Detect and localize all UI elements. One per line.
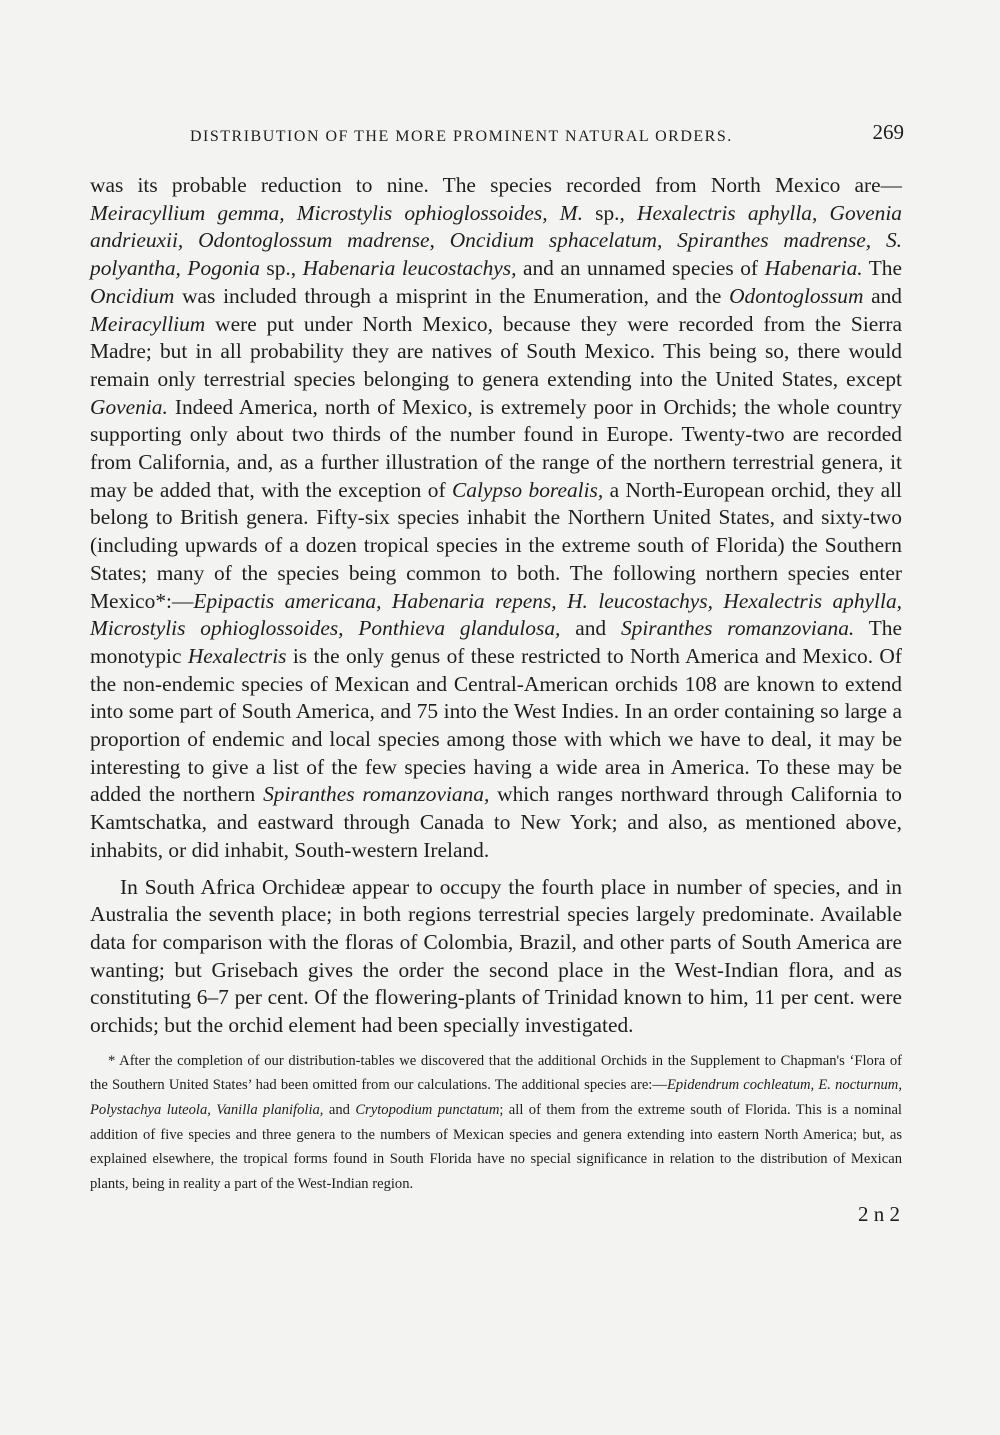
text-run: and an unnamed species of bbox=[516, 256, 765, 281]
text-run: The bbox=[862, 256, 902, 281]
paragraph-1 bbox=[90, 172, 902, 865]
running-title: DISTRIBUTION OF THE MORE PROMINENT NATURAL ORDERS. bbox=[190, 128, 733, 145]
text-run: is the only genus of these restricted to North America and Mexico. Of the non-endemic species of Mexican and Central-American orchids 108 are known to extend into some part of South America, and 75 into the West Indies. In an order containing so large a proportion of endemic and local species among those with which we have to deal, it may be interesting to give a list of the few species having a wide area in America. To these may be added the northern bbox=[90, 643, 902, 807]
italic-run: Meiracyllium bbox=[90, 311, 206, 336]
italic-run: Oncidium bbox=[90, 283, 175, 308]
text-run: was included through a misprint in the Enumeration, and the bbox=[174, 283, 730, 308]
italic-run: Habenaria. bbox=[764, 256, 863, 281]
text-run: was its probable reduction to nine. The species recorded from North Mexico are— bbox=[90, 173, 902, 197]
text-run: and bbox=[323, 1101, 356, 1118]
text-run: sp., bbox=[582, 200, 638, 225]
italic-run: Spiranthes romanzoviana, bbox=[263, 782, 490, 807]
text-run: were put under North Mexico, because they were recorded from the Sierra Madre; but in all probability they are natives of South Mexico. This being so, there would remain only terrestrial species belonging to genera extending into the United States, except bbox=[90, 311, 902, 391]
italic-run: Crytopodium punctatum bbox=[355, 1101, 500, 1118]
italic-run: Meiracyllium gemma, Microstylis ophioglossoides, M. bbox=[90, 200, 583, 225]
italic-run: Odontoglossum bbox=[729, 283, 864, 308]
signature-mark: 2 n 2 bbox=[858, 1202, 900, 1227]
italic-run: Spiranthes romanzoviana. bbox=[620, 616, 855, 641]
book-page bbox=[90, 118, 902, 1227]
text-run: which ranges northward through California to Kamtschatka, and eastward through Canada to New York; and also, as mentioned above, inhabits, or did inhabit, South-western Ireland. bbox=[90, 782, 903, 862]
italic-run: Calypso borealis, bbox=[452, 477, 604, 502]
footnote bbox=[90, 1049, 902, 1197]
italic-run: Epidendrum cochleatum, E. nocturnum, Polystachya luteola, Vanilla planifolia, bbox=[90, 1077, 902, 1118]
text-run: a North-European orchid, they all belong to British genera. Fifty-six species inhabit the Northern United States, and sixty-two (including upwards of a dozen tropical species in the extreme south of Florida) the Southern States; many of the species being common to both. The following northern species enter Mexico*:— bbox=[90, 477, 902, 613]
italic-run: Epipactis americana, Habenaria repens, H. leucostachys, Hexalectris aphylla, Microstylis ophioglossoides, Ponthieva glandulosa, bbox=[90, 588, 902, 641]
text-run: * After the completion of our distribution-tables we discovered that the additional Orchids in the Supplement to Chapman's ‘Flora of the Southern United States’ had been omitted from our calculations. The additional species are:— bbox=[90, 1052, 902, 1094]
page-number: 269 bbox=[872, 120, 904, 144]
text-run: The monotypic bbox=[90, 616, 902, 668]
page-header bbox=[90, 118, 902, 152]
text-run: and bbox=[863, 283, 903, 308]
italic-run: Hexalectris aphylla, Govenia andrieuxii, Odontoglossum madrense, Oncidium sphacelatum, Spiranthes madrense, S. polyantha, Pogonia bbox=[90, 200, 902, 281]
text-run: ; all of them from the extreme south of Florida. This is a nominal addition of five species and three genera to the numbers of Mexican species and genera extending into eastern North America; but, as explained elsewhere, the tropical forms found in South Florida have no special significance in relation to the distribution of Mexican plants, being in reality a part of the West-Indian region. bbox=[90, 1101, 902, 1192]
italic-run: Govenia. bbox=[90, 394, 168, 419]
paragraph-2: In South Africa Orchideæ appear to occupy the fourth place in number of species, and in Australia the seventh place; in both regions terrestrial species largely predominate. Available data for comparison with the floras of Colombia, Brazil, and other parts of South America are wanting; but Grisebach gives the order the second place in the West-Indian flora, and as constituting 6–7 per cent. Of the flowering-plants of Trinidad known to him, 11 per cent. were orchids; but the orchid element had been specially investigated. bbox=[90, 874, 902, 1038]
italic-run: Habenaria leucostachys, bbox=[302, 256, 517, 281]
text-run: and bbox=[560, 616, 621, 641]
text-run: Indeed America, north of Mexico, is extremely poor in Orchids; the whole country supporting only about two thirds of the number found in Europe. Twenty-two are recorded from California, and, as a further illustration of the range of the northern terrestrial genera, it may be added that, with the exception of bbox=[90, 394, 902, 502]
body-text bbox=[90, 172, 902, 1040]
italic-run: Hexalectris bbox=[187, 643, 287, 668]
text-run: sp., bbox=[259, 256, 303, 281]
